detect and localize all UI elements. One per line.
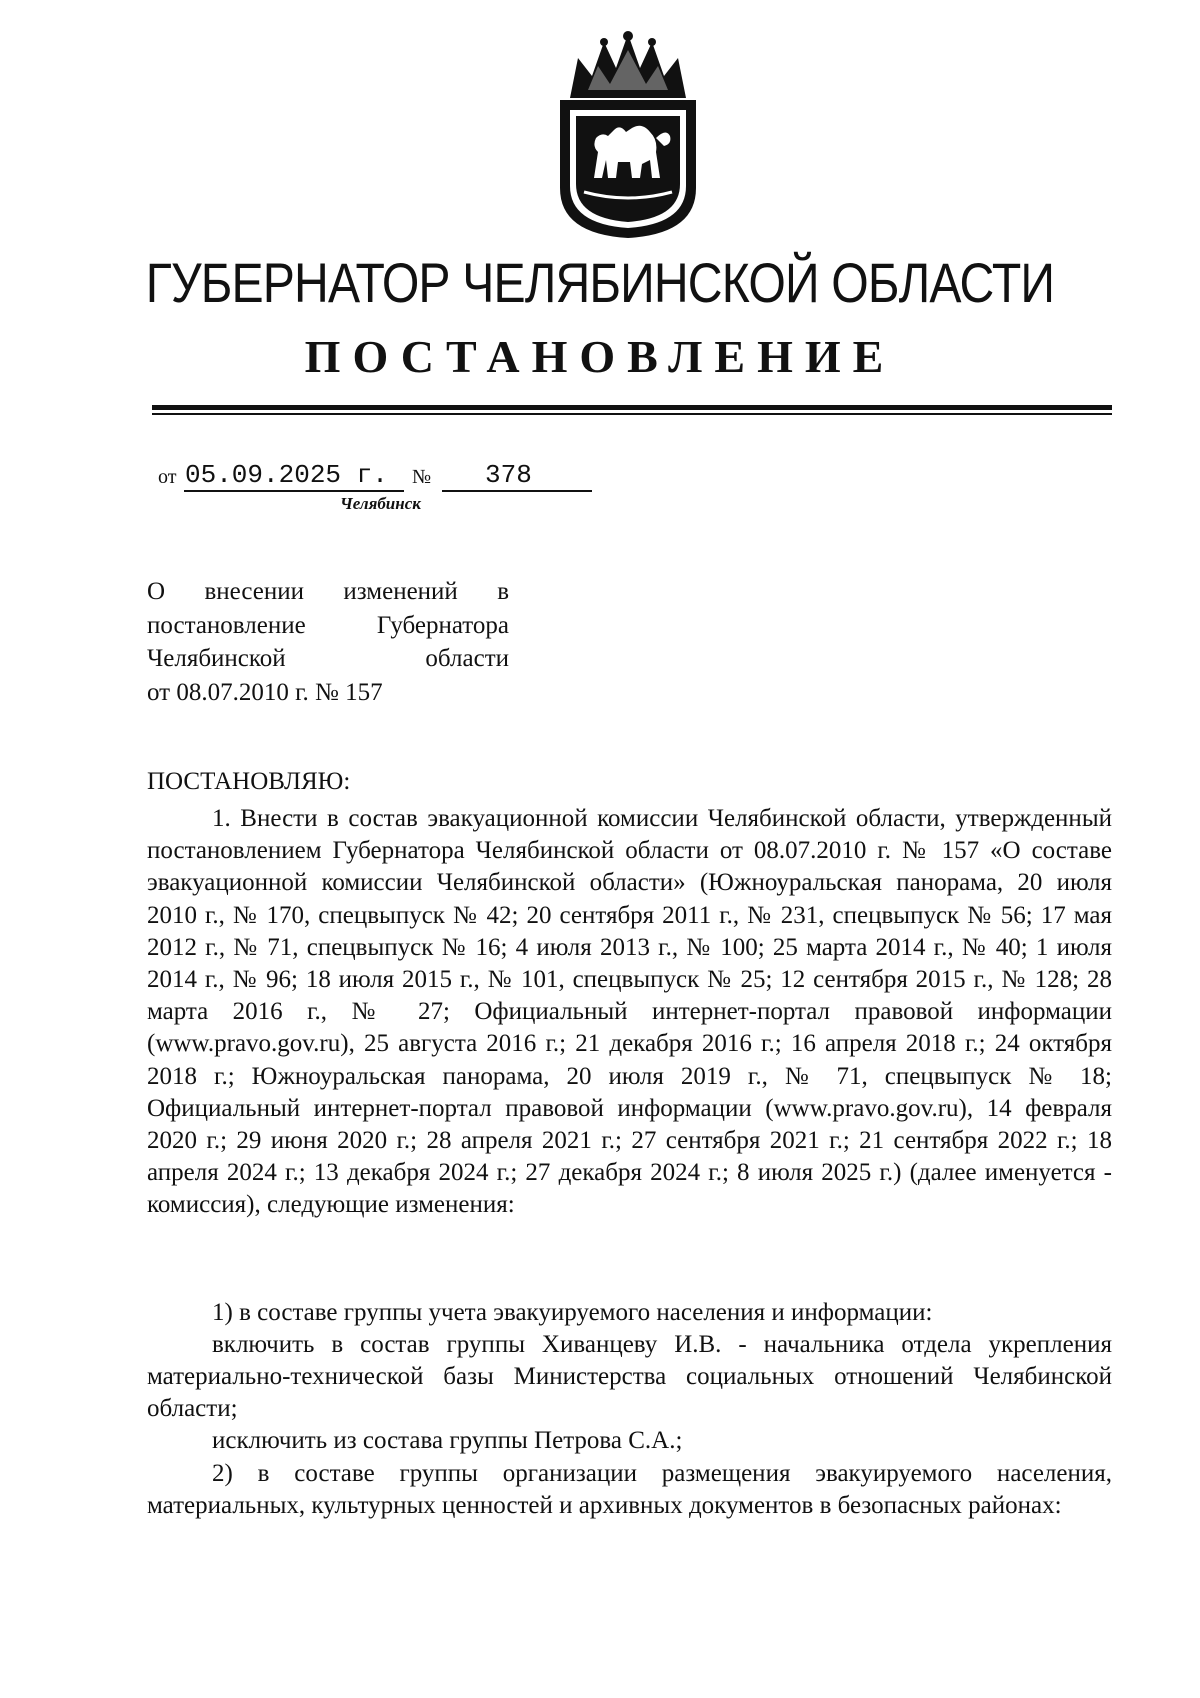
- subject-line: Челябинской области: [147, 645, 509, 672]
- subject-line: О внесении изменений в: [147, 578, 509, 605]
- body-paragraph: 1. Внести в состав эвакуационной комиссии Челябинской области, утвержденный постановлением Губернатора Челябинской области от 08.07.2010 г. № 157 «О составе эвакуационной комиссии Челябинской области» (Южноуральская панорама, 20 июля 2010 г., № 170, спецвыпуск № 42; 20 сентября 2011 г., № 231, спецвыпуск № 56; 17 мая 2012 г., № 71, спецвыпуск № 16; 4 июля 2013 г., № 100; 25 марта 2014 г., № 40; 1 июля 2014 г., № 96; 18 июля 2015 г., № 101, спецвыпуск № 25; 12 сентября 2015 г., № 128; 28 марта 2016 г., № 27; Официальный интернет-портал правовой информации (www.pravo.gov.ru), 25 августа 2016 г.; 21 декабря 2016 г.; 16 апреля 2018 г.; 24 октября 2018 г.; Южноуральская панорама, 20 июля 2019 г., № 71, спецвыпуск № 18; Официальный интернет-портал правовой информации (www.pravo.gov.ru), 14 февраля 2020 г.; 29 июня 2020 г.; 28 апреля 2021 г.; 27 сентября 2021 г.; 21 сентября 2022 г.; 18 апреля 2024 г.; 13 декабря 2024 г.; 27 декабря 2024 г.; 8 июля 2025 г.) (далее именуется - комиссия), следующие изменения:: [147, 805, 1112, 1219]
- body-paragraph: включить в состав группы Хиванцеву И.В. - начальника отдела укрепления материально-технической базы Министерства социальных отношений Челябинской области;: [147, 1331, 1112, 1423]
- body-paragraph: 2) в составе группы организации размещения эвакуируемого населения, материальных, культурных ценностей и архивных документов в безопасных районах:: [147, 1460, 1112, 1520]
- date-from-label: от: [158, 466, 177, 488]
- city-name: Челябинск: [340, 494, 421, 513]
- date-underline: [184, 490, 404, 492]
- document-date: 05.09.2025 г.: [185, 460, 388, 490]
- body-paragraph: 1) в составе группы учета эвакуируемого населения и информации:: [212, 1299, 933, 1326]
- subject-line: от 08.07.2010 г. № 157: [147, 678, 383, 706]
- number-label: №: [412, 466, 432, 488]
- body-paragraph: исключить из состава группы Петрова С.А.;: [212, 1427, 683, 1454]
- document-number: 378: [485, 460, 532, 490]
- header-divider-thin: [152, 413, 1112, 415]
- document-type-title: ПОСТАНОВЛЕНИЕ: [304, 331, 896, 382]
- chelyabinsk-coat-of-arms-icon: [548, 28, 708, 240]
- header-divider-thick: [152, 405, 1112, 410]
- subject-line: постановление Губернатора: [147, 611, 509, 639]
- document-subject: [147, 575, 509, 709]
- authority-title: ГУБЕРНАТОР ЧЕЛЯБИНСКОЙ ОБЛАСТИ: [145, 251, 1055, 314]
- number-underline: [442, 490, 592, 492]
- decree-heading: ПОСТАНОВЛЯЮ:: [147, 768, 351, 795]
